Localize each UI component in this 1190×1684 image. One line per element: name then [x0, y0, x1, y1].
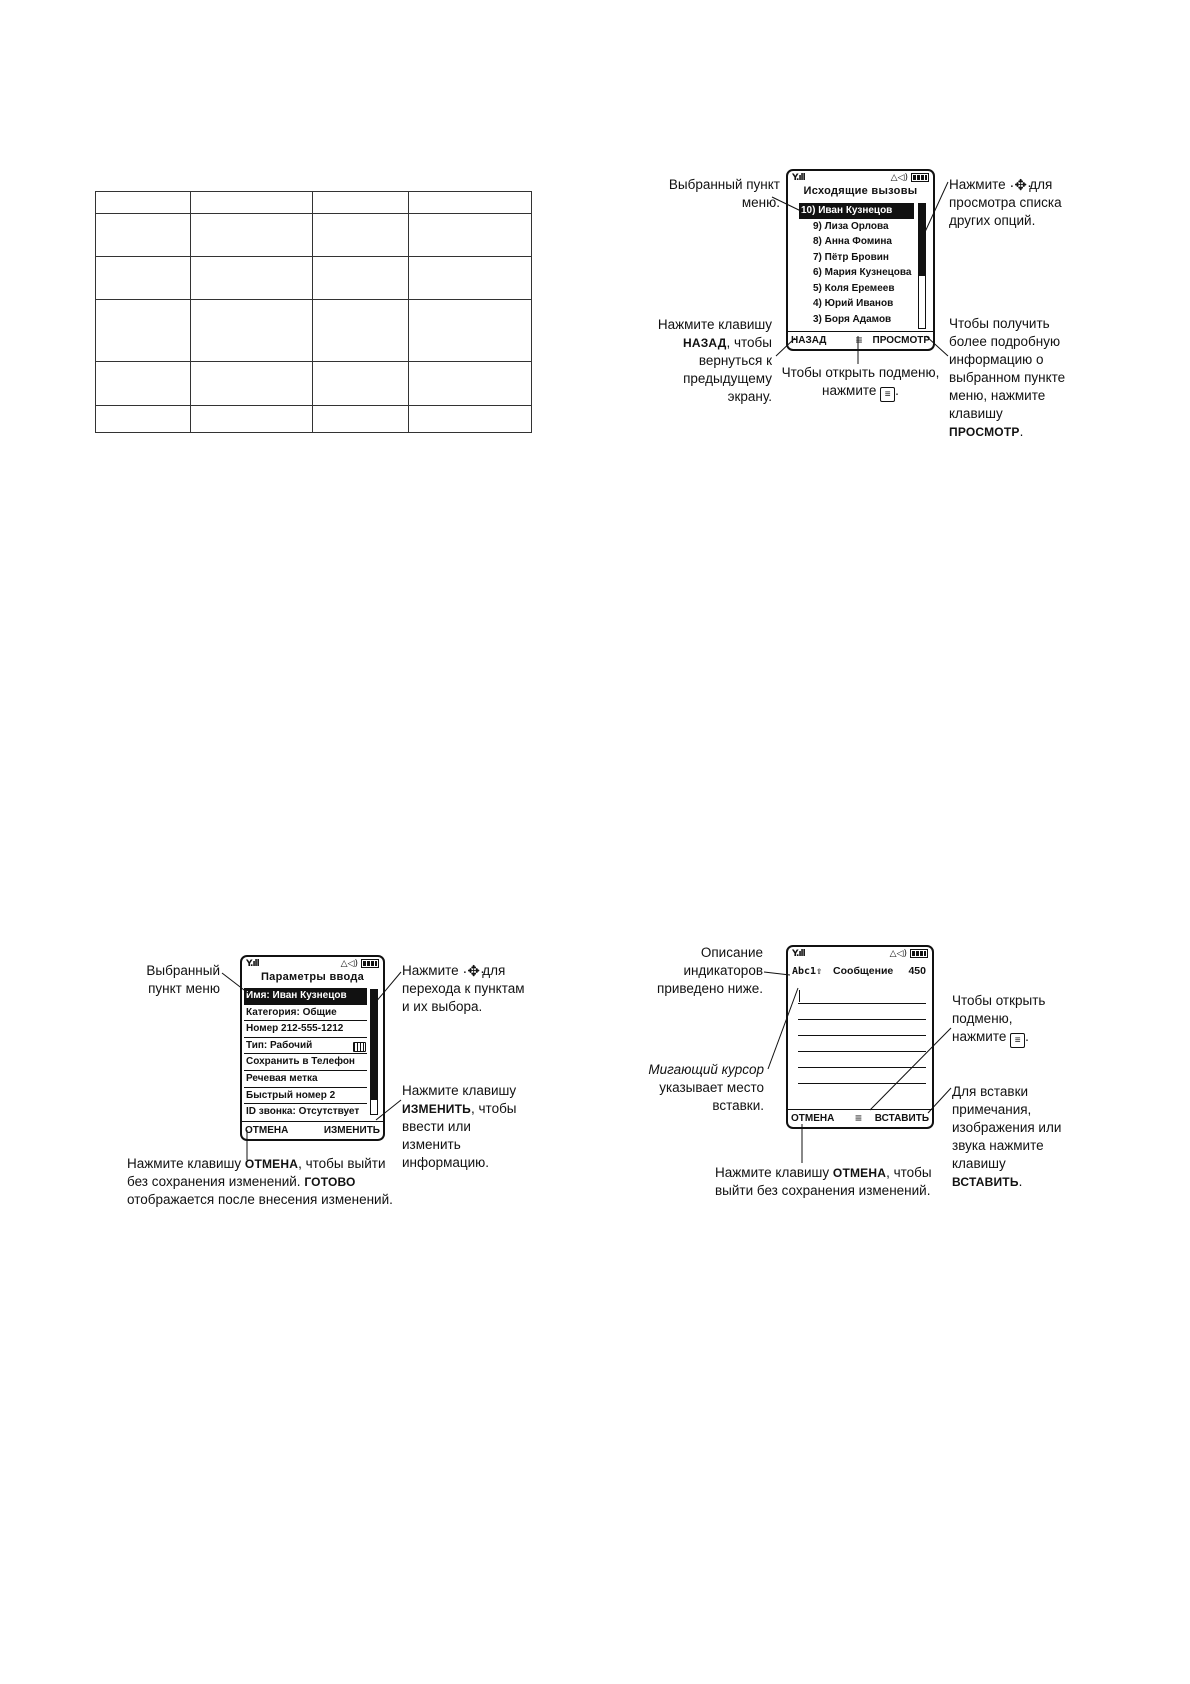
menu-key-icon: ≡ [1010, 1033, 1025, 1048]
screen-title: Параметры ввода [260, 971, 365, 983]
text-entry-indicator: Abc1⇧ [792, 966, 823, 977]
keyboard-icon [353, 1042, 366, 1052]
scrollbar[interactable] [918, 203, 926, 329]
menu-icon[interactable]: ≡ [855, 333, 863, 347]
list-item[interactable]: 6) Мария Кузнецова [813, 267, 912, 278]
annotation-navigate: Нажмите ·✥· для просмотра списка других опций. [949, 177, 1062, 228]
ringer-icon: △◁) [889, 949, 907, 959]
status-bar [246, 959, 379, 970]
message-screen [786, 945, 934, 1129]
character-counter: 450 [908, 965, 926, 977]
signal-strength-icon: Y.ıll [246, 959, 259, 969]
list-item[interactable]: Номер 212-555-1212 [244, 1021, 367, 1038]
list-item[interactable]: 3) Боря Адамов [813, 313, 892, 325]
annotation-navigate: Нажмите ·✥· для перехода к пунктам и их выбора. [402, 963, 525, 1014]
annotation-cursor: Мигающий курсор указывает место вставки. [648, 1062, 764, 1113]
message-title: Сообщение [833, 965, 894, 977]
annotation-submenu: Чтобы открыть подменю, нажмите ≡ . [781, 365, 940, 400]
annotation-insert: Для вставки примечания, изображения или звука нажмите клавишу ВСТАВИТЬ. [952, 1084, 1062, 1189]
list-item[interactable]: Речевая метка [244, 1071, 367, 1088]
scrollbar[interactable] [370, 989, 378, 1115]
status-bar [792, 949, 928, 960]
message-text-area[interactable] [798, 988, 926, 1098]
edit-softkey[interactable]: ИЗМЕНИТЬ [323, 1125, 380, 1136]
empty-table [95, 191, 532, 433]
annotation-back: Нажмите клавишу НАЗАД, чтобы вернуться к предыдущему экрану. [657, 317, 772, 404]
entry-list [244, 988, 367, 1120]
list-item[interactable]: 8) Анна Фомина [813, 236, 892, 247]
annotation-edit: Нажмите клавишу ИЗМЕНИТЬ, чтобы ввести или изменить информацию. [402, 1083, 517, 1170]
annotation-selected-item: Выбранный пункт меню. [668, 177, 780, 210]
navigation-key-icon: ·✥· [1009, 177, 1032, 194]
annotation-cancel: Нажмите клавишу ОТМЕНА, чтобы выйти без сохранения изменений. [715, 1165, 932, 1198]
list-item[interactable]: 9) Лиза Орлова [813, 220, 889, 232]
battery-icon [910, 949, 928, 958]
annotation-selected-item: Выбранный пункт меню [146, 963, 220, 996]
list-item[interactable]: Категория: Общие [244, 1005, 367, 1022]
ringer-icon: △◁) [890, 173, 908, 183]
annotation-submenu: Чтобы открыть подменю, нажмите ≡ . [952, 993, 1046, 1046]
list-item[interactable]: ID звонка: Отсутствует [246, 1106, 360, 1118]
list-item[interactable]: Сохранить в Телефон [244, 1054, 367, 1071]
cancel-softkey[interactable]: ОТМЕНА [791, 1113, 835, 1124]
menu-key-icon: ≡ [880, 387, 895, 402]
view-softkey[interactable]: ПРОСМОТР [872, 335, 930, 346]
battery-icon [361, 959, 379, 968]
annotation-indicators: Описание индикаторов приведено ниже. [657, 945, 763, 996]
outgoing-calls-screen [786, 169, 935, 351]
annotation-cancel: Нажмите клавишу ОТМЕНА, чтобы выйти без сохранения изменений. ГОТОВО отображается после внесения изменений. [127, 1156, 393, 1207]
cancel-softkey[interactable]: ОТМЕНА [245, 1125, 289, 1136]
annotation-view: Чтобы получить более подробную информацию о выбранном пункте меню, нажмите клавишу ПРОСМОТР. [949, 316, 1066, 439]
list-item[interactable]: Имя: Иван Кузнецов [244, 988, 367, 1005]
softkey-bar [788, 331, 933, 349]
list-item[interactable]: 7) Пётр Бровин [813, 251, 889, 263]
text-cursor [799, 990, 800, 1002]
call-list [799, 203, 914, 327]
list-item[interactable]: 5) Коля Еремеев [813, 282, 895, 294]
list-item[interactable]: 10) Иван Кузнецов [799, 203, 914, 219]
softkey-bar [242, 1121, 383, 1139]
ringer-icon: △◁) [340, 959, 358, 969]
insert-softkey[interactable]: ВСТАВИТЬ [874, 1113, 929, 1124]
message-header [792, 964, 928, 978]
list-item[interactable]: Быстрый номер 2 [244, 1088, 367, 1105]
entry-parameters-screen [240, 955, 385, 1141]
back-softkey[interactable]: НАЗАД [791, 335, 827, 346]
screen-title: Исходящие вызовы [803, 185, 918, 197]
navigation-key-icon: ·✥· [462, 963, 485, 980]
list-item[interactable]: Тип: Рабочий [244, 1038, 367, 1055]
status-bar [792, 173, 929, 184]
signal-strength-icon: Y.ıll [792, 173, 805, 183]
menu-icon[interactable]: ≡ [855, 1111, 863, 1125]
signal-strength-icon: Y.ıll [792, 949, 805, 959]
softkey-bar [788, 1109, 932, 1127]
battery-icon [911, 173, 929, 182]
list-item[interactable]: 4) Юрий Иванов [813, 298, 894, 309]
